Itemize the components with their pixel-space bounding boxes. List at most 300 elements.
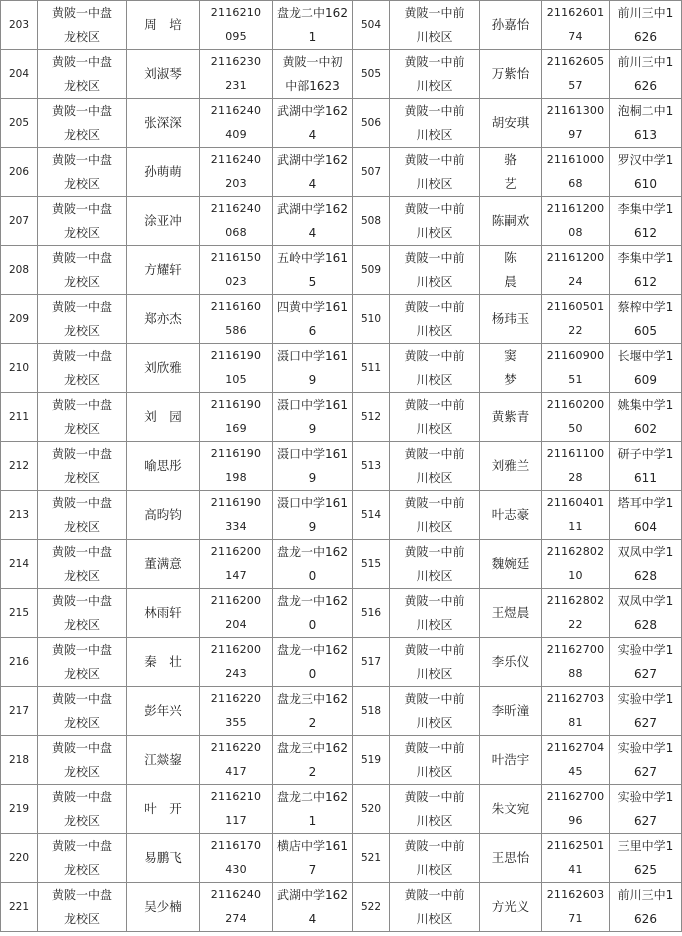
campus-cell [38, 687, 127, 736]
source-school-line: 盘龙二中162 [277, 6, 348, 20]
source-school-line: 612 [634, 275, 657, 289]
row-number: 504 [353, 1, 390, 50]
student-name [480, 344, 542, 393]
student-code-line: 21160200 [546, 398, 605, 411]
source-school-line: 罗汉中学1 [617, 153, 674, 167]
campus-cell [390, 148, 480, 197]
student-code [200, 295, 273, 344]
student-code [542, 638, 610, 687]
student-code-line: 41 [568, 863, 583, 876]
source-school-line: 五岭中学161 [277, 251, 348, 265]
source-school-line: 实验中学1 [617, 692, 674, 706]
campus-cell-line: 黄陂一中盘 [51, 643, 112, 657]
student-name [127, 491, 200, 540]
source-school [610, 1, 682, 50]
source-school [273, 785, 353, 834]
source-school-line: 9 [308, 373, 317, 387]
row-number: 215 [1, 589, 38, 638]
row-number: 513 [353, 442, 390, 491]
student-code-line: 21161200 [546, 251, 605, 264]
student-code-line: 81 [568, 716, 583, 729]
source-school [273, 834, 353, 883]
campus-cell-line: 黄陂一中盘 [51, 692, 112, 706]
student-code-line: 274 [225, 912, 247, 925]
row-number: 218 [1, 736, 38, 785]
source-school [273, 638, 353, 687]
student-code [542, 834, 610, 883]
campus-cell-line: 龙校区 [63, 667, 100, 681]
source-school [610, 295, 682, 344]
campus-cell [390, 834, 480, 883]
row-number: 518 [353, 687, 390, 736]
table-row [1, 736, 682, 785]
source-school-line: 滠口中学161 [277, 349, 348, 363]
source-school-line: 628 [634, 618, 657, 632]
source-school-line: 627 [634, 667, 657, 681]
source-school-line: 1 [308, 814, 317, 828]
student-code [200, 1, 273, 50]
campus-cell [38, 295, 127, 344]
student-code-line: 50 [568, 422, 583, 435]
source-school-line: 4 [308, 226, 317, 240]
student-code [200, 50, 273, 99]
student-code-line: 2116210 [210, 790, 262, 803]
source-school [273, 246, 353, 295]
student-code [542, 589, 610, 638]
source-school [610, 883, 682, 932]
row-number: 519 [353, 736, 390, 785]
student-name [127, 1, 200, 50]
source-school-line: 武湖中学162 [277, 153, 348, 167]
student-code-line: 2116210 [210, 6, 262, 19]
source-school [273, 540, 353, 589]
campus-cell-line: 黄陂一中盘 [51, 839, 112, 853]
source-school [610, 687, 682, 736]
campus-cell-line: 黄陂一中前 [404, 251, 465, 265]
student-code-line: 74 [568, 30, 583, 43]
student-name [480, 638, 542, 687]
row-number: 510 [353, 295, 390, 344]
row-number: 206 [1, 148, 38, 197]
student-name [127, 246, 200, 295]
student-code-line: 21161000 [546, 153, 605, 166]
source-school-line: 609 [634, 373, 657, 387]
student-code-line: 21160401 [546, 496, 605, 509]
campus-cell-line: 川校区 [416, 177, 453, 191]
student-code-line: 21162703 [546, 692, 605, 705]
campus-cell-line: 川校区 [416, 716, 453, 730]
student-code-line: 08 [568, 226, 583, 239]
campus-cell-line: 龙校区 [63, 79, 100, 93]
student-code-line: 334 [225, 520, 247, 533]
campus-cell [390, 197, 480, 246]
student-name-line: 李乐仪 [491, 654, 530, 669]
student-name [480, 883, 542, 932]
student-code-line: 2116220 [210, 741, 262, 754]
student-name-line: 刘欣雅 [144, 360, 182, 375]
campus-cell [390, 785, 480, 834]
table-row [1, 540, 682, 589]
source-school-line: 9 [308, 471, 317, 485]
student-code-line: 2116150 [210, 251, 262, 264]
student-code-line: 21162501 [546, 839, 605, 852]
student-name [127, 295, 200, 344]
row-number: 220 [1, 834, 38, 883]
student-name [480, 295, 542, 344]
campus-cell [38, 491, 127, 540]
row-number: 208 [1, 246, 38, 295]
row-number: 205 [1, 99, 38, 148]
source-school-line: 5 [308, 275, 317, 289]
student-name [127, 589, 200, 638]
source-school-line: 武湖中学162 [277, 104, 348, 118]
campus-cell-line: 龙校区 [63, 226, 100, 240]
student-name-line: 彭年兴 [144, 703, 182, 718]
campus-cell [390, 295, 480, 344]
student-code-line: 21162605 [546, 55, 605, 68]
source-school [610, 99, 682, 148]
student-code-line: 105 [225, 373, 247, 386]
source-school-line: 双凤中学1 [617, 545, 674, 559]
student-code [542, 540, 610, 589]
student-code-line: 88 [568, 667, 583, 680]
student-name [127, 99, 200, 148]
student-code-line: 430 [225, 863, 247, 876]
student-name [127, 834, 200, 883]
student-name-line: 窦 [504, 348, 517, 363]
student-code-line: 169 [225, 422, 247, 435]
campus-cell-line: 黄陂一中前 [404, 888, 465, 902]
source-school-line: 628 [634, 569, 657, 583]
campus-cell [38, 50, 127, 99]
table-row [1, 1, 682, 50]
campus-cell-line: 黄陂一中前 [404, 300, 465, 314]
student-code-line: 2116170 [210, 839, 262, 852]
campus-cell [390, 99, 480, 148]
student-code [542, 148, 610, 197]
campus-cell-line: 黄陂一中盘 [51, 55, 112, 69]
student-name-line: 张深深 [144, 115, 182, 130]
student-name [127, 148, 200, 197]
campus-cell-line: 黄陂一中盘 [51, 790, 112, 804]
student-name-line: 涂亚冲 [144, 213, 182, 228]
campus-cell-line: 川校区 [416, 814, 453, 828]
campus-cell [38, 1, 127, 50]
student-code-line: 2116240 [210, 888, 262, 901]
student-name-line: 林雨轩 [144, 605, 182, 620]
student-code-line: 068 [225, 226, 247, 239]
student-name-line: 叶志豪 [491, 507, 530, 522]
source-school [610, 393, 682, 442]
student-name-line: 郑亦杰 [144, 311, 182, 326]
source-school-line: 蔡榨中学1 [617, 300, 674, 314]
student-code-line: 51 [568, 373, 583, 386]
source-school-line: 6 [308, 324, 317, 338]
student-code-line: 68 [568, 177, 583, 190]
row-number: 521 [353, 834, 390, 883]
student-code [542, 393, 610, 442]
student-name [480, 197, 542, 246]
student-code-line: 198 [225, 471, 247, 484]
campus-cell [390, 540, 480, 589]
student-code-line: 21162802 [546, 545, 605, 558]
source-school [273, 736, 353, 785]
student-name-line: 胡安琪 [491, 115, 530, 130]
student-code [542, 50, 610, 99]
source-school-line: 前川三中1 [617, 6, 674, 20]
source-school-line: 2 [308, 716, 317, 730]
source-school-line: 前川三中1 [617, 55, 674, 69]
campus-cell [38, 393, 127, 442]
student-code [200, 834, 273, 883]
student-code-line: 96 [568, 814, 583, 827]
student-name [127, 197, 200, 246]
source-school-line: 实验中学1 [617, 741, 674, 755]
source-school [610, 834, 682, 883]
source-school [273, 99, 353, 148]
source-school-line: 1 [308, 30, 317, 44]
student-name-line: 黄紫青 [491, 409, 530, 424]
campus-cell-line: 川校区 [416, 471, 453, 485]
table-row [1, 246, 682, 295]
student-code-line: 2116240 [210, 153, 262, 166]
student-code [200, 540, 273, 589]
source-school-line: 塔耳中学1 [617, 496, 674, 510]
row-number: 512 [353, 393, 390, 442]
student-code [542, 295, 610, 344]
student-code [200, 589, 273, 638]
student-name-line: 叶 开 [144, 801, 182, 816]
source-school [273, 393, 353, 442]
row-number: 522 [353, 883, 390, 932]
row-number: 207 [1, 197, 38, 246]
student-code-line: 2116200 [210, 594, 262, 607]
campus-cell [390, 442, 480, 491]
table-row [1, 99, 682, 148]
student-code [542, 883, 610, 932]
source-school-line: 613 [634, 128, 657, 142]
campus-cell-line: 黄陂一中盘 [51, 153, 112, 167]
student-name-line: 陈 [504, 250, 517, 265]
source-school-line: 4 [308, 177, 317, 191]
campus-cell-line: 川校区 [416, 667, 453, 681]
student-code-line: 243 [225, 667, 247, 680]
source-school [273, 883, 353, 932]
campus-cell [390, 736, 480, 785]
student-code [200, 687, 273, 736]
campus-cell-line: 黄陂一中前 [404, 55, 465, 69]
campus-cell-line: 川校区 [416, 618, 453, 632]
source-school-line: 盘龙二中162 [277, 790, 348, 804]
source-school [273, 148, 353, 197]
source-school [610, 442, 682, 491]
source-school-line: 625 [634, 863, 657, 877]
source-school-line: 602 [634, 422, 657, 436]
student-code-line: 21162601 [546, 6, 605, 19]
source-school-line: 4 [308, 912, 317, 926]
campus-cell-line: 黄陂一中前 [404, 349, 465, 363]
source-school-line: 姚集中学1 [617, 398, 674, 412]
row-number: 509 [353, 246, 390, 295]
table-row [1, 50, 682, 99]
source-school-line: 滠口中学161 [277, 447, 348, 461]
student-code-line: 21162603 [546, 888, 605, 901]
campus-cell-line: 黄陂一中前 [404, 545, 465, 559]
student-name [480, 1, 542, 50]
student-name-line: 秦 壮 [144, 654, 182, 669]
student-name-line: 刘 园 [144, 409, 182, 424]
campus-cell-line: 川校区 [416, 275, 453, 289]
student-code-line: 71 [568, 912, 583, 925]
student-code [200, 785, 273, 834]
row-number: 506 [353, 99, 390, 148]
source-school-line: 626 [634, 30, 657, 44]
campus-cell-line: 黄陂一中盘 [51, 349, 112, 363]
student-code [542, 344, 610, 393]
row-number: 516 [353, 589, 390, 638]
campus-cell-line: 黄陂一中盘 [51, 104, 112, 118]
campus-cell-line: 黄陂一中前 [404, 643, 465, 657]
table-row [1, 687, 682, 736]
source-school-line: 武湖中学162 [277, 888, 348, 902]
table-row [1, 883, 682, 932]
student-name-line: 骆 [504, 152, 517, 167]
student-code [542, 785, 610, 834]
student-code-line: 095 [225, 30, 247, 43]
student-name [480, 148, 542, 197]
student-name [127, 393, 200, 442]
campus-cell [390, 1, 480, 50]
student-code-line: 21160900 [546, 349, 605, 362]
row-number: 209 [1, 295, 38, 344]
row-number: 216 [1, 638, 38, 687]
student-code-line: 2116190 [210, 496, 262, 509]
campus-cell [390, 393, 480, 442]
table-row [1, 491, 682, 540]
student-code-line: 204 [225, 618, 247, 631]
campus-cell-line: 黄陂一中前 [404, 398, 465, 412]
campus-cell-line: 黄陂一中前 [404, 202, 465, 216]
student-code [200, 99, 273, 148]
campus-cell [390, 50, 480, 99]
source-school-line: 盘龙一中162 [277, 594, 348, 608]
row-number: 212 [1, 442, 38, 491]
student-code [542, 442, 610, 491]
campus-cell-line: 黄陂一中盘 [51, 300, 112, 314]
student-code-line: 2116200 [210, 545, 262, 558]
campus-cell-line: 黄陂一中前 [404, 692, 465, 706]
row-number: 508 [353, 197, 390, 246]
campus-cell-line: 黄陂一中前 [404, 153, 465, 167]
student-code-line: 21162700 [546, 790, 605, 803]
student-code-line: 21162704 [546, 741, 605, 754]
source-school-line: 612 [634, 226, 657, 240]
student-code-line: 21161300 [546, 104, 605, 117]
student-name [127, 344, 200, 393]
source-school [273, 491, 353, 540]
source-school-line: 四黄中学161 [277, 300, 348, 314]
source-school-line: 627 [634, 765, 657, 779]
campus-cell-line: 黄陂一中盘 [51, 594, 112, 608]
student-name-line: 吴少楠 [144, 899, 182, 914]
table-body [1, 1, 682, 932]
source-school-line: 三里中学1 [617, 839, 674, 853]
student-code-line: 2116190 [210, 447, 262, 460]
source-school [610, 148, 682, 197]
student-code-line: 2116240 [210, 202, 262, 215]
student-name [480, 785, 542, 834]
source-school-line: 研子中学1 [617, 447, 674, 461]
student-code-line: 21160501 [546, 300, 605, 313]
campus-cell-line: 川校区 [416, 863, 453, 877]
campus-cell-line: 川校区 [416, 569, 453, 583]
campus-cell-line: 黄陂一中前 [404, 496, 465, 510]
student-name-line: 王思怡 [491, 850, 530, 865]
source-school-line: 实验中学1 [617, 790, 674, 804]
student-code-line: 355 [225, 716, 247, 729]
source-school-line: 前川三中1 [617, 888, 674, 902]
student-code-line: 21162700 [546, 643, 605, 656]
campus-cell [390, 246, 480, 295]
source-school-line: 9 [308, 520, 317, 534]
source-school [273, 589, 353, 638]
campus-cell-line: 龙校区 [63, 275, 100, 289]
source-school [610, 736, 682, 785]
student-name [127, 442, 200, 491]
source-school [610, 785, 682, 834]
student-code-line: 117 [225, 814, 247, 827]
table-row [1, 344, 682, 393]
student-name-line: 方光义 [491, 899, 530, 914]
campus-cell-line: 龙校区 [63, 177, 100, 191]
table-row [1, 393, 682, 442]
campus-cell-line: 龙校区 [63, 716, 100, 730]
campus-cell-line: 黄陂一中前 [404, 104, 465, 118]
student-name-line: 陈嗣欢 [491, 213, 530, 228]
row-number: 517 [353, 638, 390, 687]
source-school-line: 实验中学1 [617, 643, 674, 657]
campus-cell-line: 龙校区 [63, 373, 100, 387]
student-name-line: 喻思彤 [144, 458, 182, 473]
student-name [480, 491, 542, 540]
campus-cell-line: 龙校区 [63, 912, 100, 926]
source-school-line: 盘龙一中162 [277, 545, 348, 559]
campus-cell [38, 834, 127, 883]
source-school-line: 盘龙一中162 [277, 643, 348, 657]
student-name-line: 朱文宛 [491, 801, 530, 816]
row-number: 514 [353, 491, 390, 540]
campus-cell-line: 黄陂一中前 [404, 594, 465, 608]
campus-cell-line: 黄陂一中盘 [51, 888, 112, 902]
student-code-line: 586 [225, 324, 247, 337]
campus-cell-line: 川校区 [416, 373, 453, 387]
campus-cell [390, 883, 480, 932]
source-school [273, 442, 353, 491]
row-number: 219 [1, 785, 38, 834]
campus-cell-line: 龙校区 [63, 863, 100, 877]
row-number: 520 [353, 785, 390, 834]
campus-cell-line: 黄陂一中前 [404, 741, 465, 755]
source-school-line: 李集中学1 [617, 251, 674, 265]
source-school-line: 604 [634, 520, 657, 534]
student-name-line: 李昕潼 [491, 703, 530, 718]
student-code-line: 22 [568, 618, 583, 631]
campus-cell [38, 883, 127, 932]
student-code-line: 45 [568, 765, 583, 778]
campus-cell [390, 638, 480, 687]
source-school [610, 50, 682, 99]
student-code-line: 21161200 [546, 202, 605, 215]
